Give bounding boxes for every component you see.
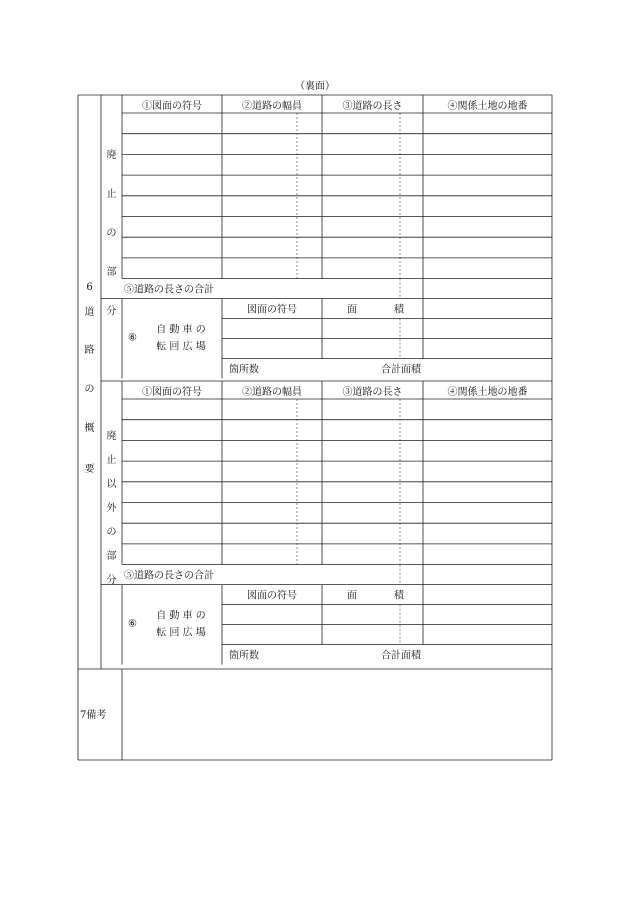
abolished-col-lot-header: ④関係土地の地番 [447,101,528,112]
abolished-part-char: 廃 [106,150,117,161]
section6-title-char: 路 [84,345,95,356]
other-lot-cell[interactable] [423,461,552,482]
abolished-lot-cell[interactable] [423,237,552,258]
other-length-cell[interactable] [322,440,423,461]
other-symbol-cell[interactable] [122,523,222,544]
abolished-length-cell[interactable] [322,175,423,196]
abolished-lot-cell[interactable] [423,217,552,238]
other-part-char: 以 [106,479,117,490]
other-part-char: の [106,527,117,538]
abolished-part-char: 止 [106,189,117,200]
other-width-cell[interactable] [222,482,322,503]
abolished-symbol-cell[interactable] [122,196,222,217]
other-length-cell[interactable] [322,420,423,441]
abolished-width-cell[interactable] [222,154,322,175]
abolished-symbol-cell[interactable] [122,134,222,155]
other-lot-cell[interactable] [423,523,552,544]
other-symbol-cell[interactable] [122,420,222,441]
other-turn-symbol-cell[interactable] [222,605,322,645]
abolished-width-cell[interactable] [222,237,322,258]
abolished-width-cell[interactable] [222,217,322,238]
abolished-width-cell[interactable] [222,175,322,196]
abolished-length-cell[interactable] [322,154,423,175]
abolished-turn-symbol-cell[interactable] [222,319,322,359]
abolished-turn-symbol-header: 図面の符号 [247,304,297,316]
other-col-width-header: ②道路の幅員 [242,387,302,398]
abolished-total-area-label: 合計面積 [381,364,421,376]
other-length-cell[interactable] [322,461,423,482]
other-lot-cell[interactable] [423,503,552,524]
other-symbol-cell[interactable] [122,503,222,524]
other-turn-symbol-header: 図面の符号 [247,590,297,602]
abolished-turn-area-2: 積 [394,304,404,316]
abolished-col-width-header: ②道路の幅員 [242,101,302,112]
other-part-char: 外 [106,503,117,514]
abolished-lot-cell[interactable] [423,175,552,196]
abolished-symbol-cell[interactable] [122,175,222,196]
abolished-lot-cell[interactable] [423,258,552,279]
other-symbol-cell[interactable] [122,544,222,565]
other-width-cell[interactable] [222,523,322,544]
section6-title-char: の [84,384,95,395]
other-turn-area-2: 積 [394,590,404,602]
abolished-length-cell[interactable] [322,217,423,238]
other-lot-cell[interactable] [423,440,552,461]
abolished-lot-cell[interactable] [423,154,552,175]
other-length-total-cell[interactable] [423,565,552,585]
section6-title-char: 概 [84,423,95,434]
other-length-total-label: ⑤道路の長さの合計 [124,570,214,582]
other-lot-cell[interactable] [423,420,552,441]
other-part-char: 分 [106,575,117,586]
abolished-part-char: の [106,228,117,239]
other-length-cell[interactable] [322,503,423,524]
other-width-cell[interactable] [222,461,322,482]
abolished-symbol-cell[interactable] [122,217,222,238]
other-total-area-label: 合計面積 [381,650,421,662]
other-count-label: 箇所数 [229,650,259,662]
other-turn-line1: 自 動 車 の [156,610,206,622]
other-turn-number: ⑥ [128,618,137,630]
abolished-turn-line1: 自 動 車 の [156,324,206,336]
other-col-lot-header: ④関係土地の地番 [447,387,528,398]
abolished-col-symbol-header: ①図面の符号 [142,101,202,112]
abolished-lot-cell[interactable] [423,196,552,217]
other-turn-line2: 転 回 広 場 [156,627,206,639]
abolished-width-cell[interactable] [222,258,322,279]
other-lot-cell[interactable] [423,544,552,565]
remarks-label: 7備考 [80,710,107,721]
other-symbol-cell[interactable] [122,440,222,461]
other-length-cell[interactable] [322,544,423,565]
other-symbol-cell[interactable] [122,461,222,482]
other-part-char: 止 [106,455,117,466]
abolished-length-cell[interactable] [322,134,423,155]
other-width-cell[interactable] [222,420,322,441]
abolished-col-length-header: ③道路の長さ [342,101,403,112]
abolished-length-cell[interactable] [322,237,423,258]
abolished-part-char: 部 [106,267,117,278]
remarks-field[interactable] [122,669,552,760]
abolished-turn-line2: 転 回 広 場 [156,341,206,353]
abolished-part-char: 分 [106,306,117,317]
abolished-width-cell[interactable] [222,196,322,217]
abolished-count-label: 箇所数 [229,364,259,376]
abolished-length-cell[interactable] [322,196,423,217]
abolished-symbol-cell[interactable] [122,154,222,175]
other-width-cell[interactable] [222,544,322,565]
abolished-symbol-cell[interactable] [122,237,222,258]
abolished-lot-cell[interactable] [423,134,552,155]
other-part-char: 廃 [106,431,117,442]
abolished-length-total-cell[interactable] [423,279,552,299]
abolished-length-total-label: ⑤道路の長さの合計 [124,284,214,296]
other-part-char: 部 [106,551,117,562]
abolished-turn-area-1: 面 [347,304,357,316]
abolished-length-cell[interactable] [322,258,423,279]
other-col-symbol-header: ①図面の符号 [142,387,202,398]
abolished-width-cell[interactable] [222,134,322,155]
other-width-cell[interactable] [222,440,322,461]
other-symbol-cell[interactable] [122,482,222,503]
abolished-turn-number: ⑥ [128,332,137,344]
other-turn-area-1: 面 [347,590,357,602]
other-col-length-header: ③道路の長さ [342,387,403,398]
abolished-symbol-cell[interactable] [122,258,222,279]
reverse-side-header: （裏面） [295,81,335,92]
section6-title-char: 道 [84,307,95,318]
other-lot-cell[interactable] [423,482,552,503]
other-length-cell[interactable] [322,523,423,544]
section6-title-char: 6 [86,282,93,293]
section6-title-char: 要 [84,464,95,475]
other-turn-area-cell[interactable] [322,605,423,645]
other-width-cell[interactable] [222,503,322,524]
other-length-cell[interactable] [322,482,423,503]
abolished-turn-area-cell[interactable] [322,319,423,359]
